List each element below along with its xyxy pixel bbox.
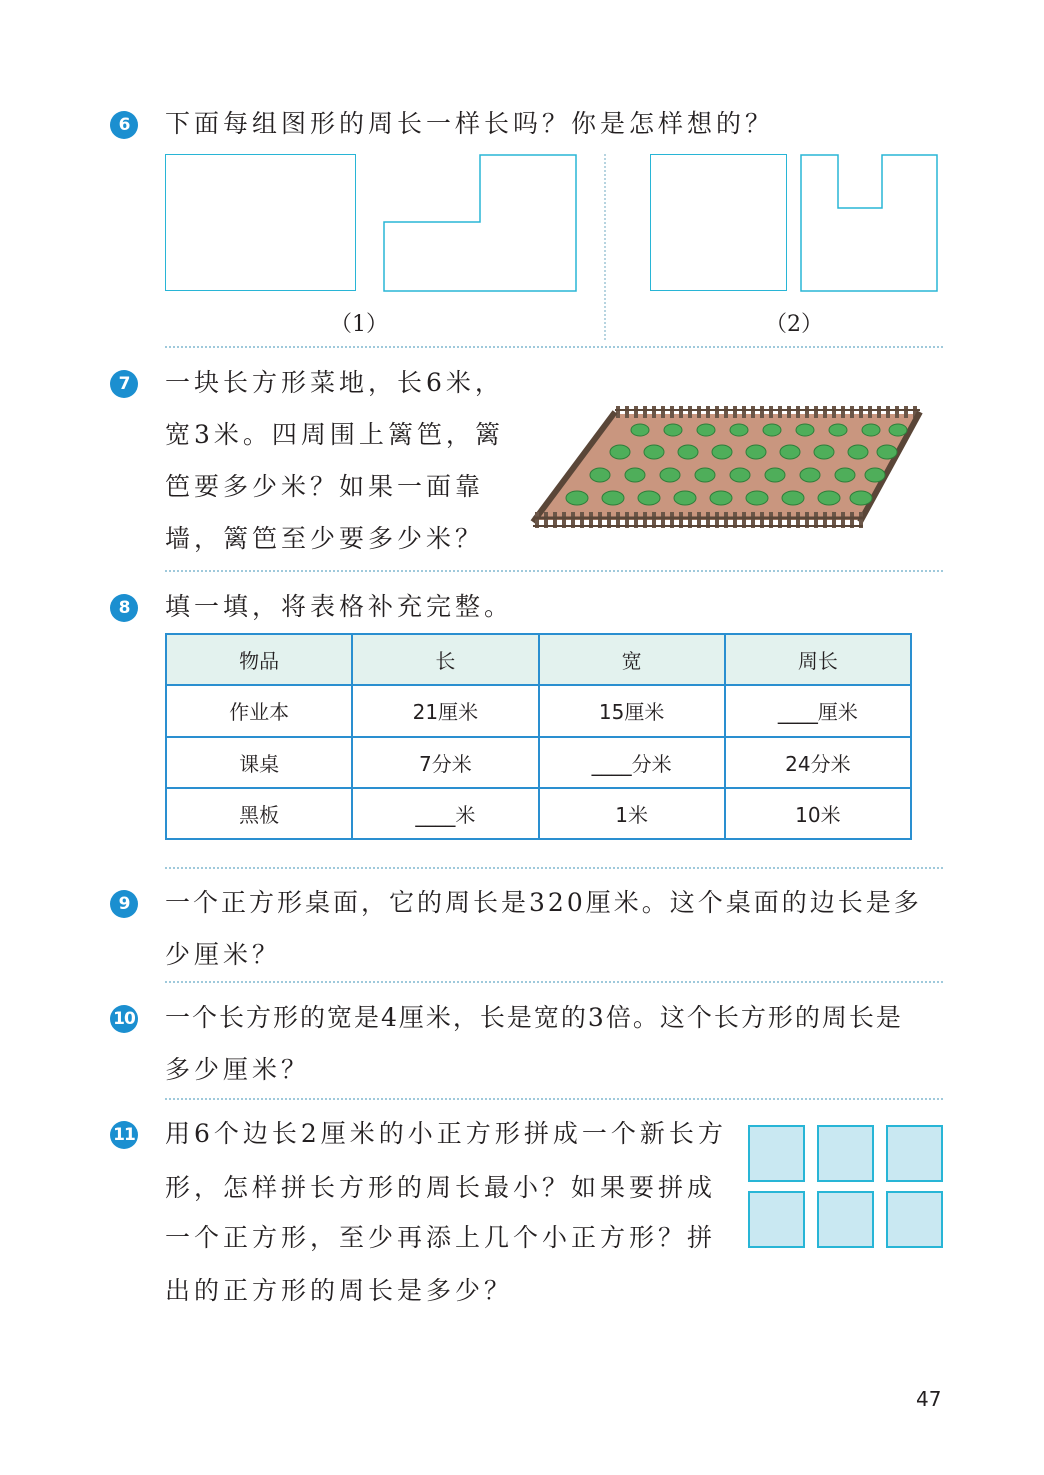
vegetable-garden-illustration [525, 400, 945, 535]
table-row [166, 788, 911, 839]
table-cell-blank[interactable]: ____厘米 [725, 685, 911, 736]
question-8-badge: 8 [110, 594, 138, 622]
q11-line: 出的正方形的周长是多少？ [165, 1276, 514, 1305]
q10-line: 一个长方形的宽是4厘米，长是宽的3倍。这个长方形的周长是 [165, 1003, 903, 1032]
small-square [748, 1125, 805, 1182]
q6-caption-2: （2） [765, 312, 823, 337]
table-header-row [166, 634, 911, 685]
table-cell: 21厘米 [352, 685, 538, 736]
table-header: 宽 [539, 634, 725, 685]
separator-1 [165, 346, 943, 348]
q6-group1-step-shape [383, 154, 577, 292]
q7-line: 一块长方形菜地，长6米， [165, 368, 504, 397]
q10-line: 多少厘米？ [165, 1055, 311, 1084]
table-cell: 24分米 [725, 737, 911, 788]
q6-group2-notched-shape [800, 154, 938, 292]
separator-3 [165, 867, 943, 869]
question-10-badge: 10 [110, 1005, 138, 1033]
small-square [886, 1191, 943, 1248]
small-square [817, 1191, 874, 1248]
table-header: 长 [352, 634, 538, 685]
table-cell-blank[interactable]: ____米 [352, 788, 538, 839]
small-square [886, 1125, 943, 1182]
q11-line: 形，怎样拼长方形的周长最小？如果要拼成 [165, 1173, 717, 1202]
q6-caption-1: （1） [330, 312, 388, 337]
fill-in-table [165, 633, 912, 840]
table-cell: 1米 [539, 788, 725, 839]
q7-line: 笆要多少米？如果一面靠 [165, 472, 485, 501]
q6-group-divider [604, 154, 606, 340]
table-cell: 7分米 [352, 737, 538, 788]
question-9-badge: 9 [110, 890, 138, 918]
question-6-badge: 6 [110, 111, 138, 139]
separator-5 [165, 1098, 943, 1100]
table-header: 周长 [725, 634, 911, 685]
q6-group2-rectangle [650, 154, 787, 291]
small-square [817, 1125, 874, 1182]
page-number: 47 [916, 1387, 942, 1411]
question-8-text: 填一填，将表格补充完整。 [165, 592, 514, 621]
separator-2 [165, 570, 943, 572]
table-cell: 课桌 [166, 737, 352, 788]
question-6-text: 下面每组图形的周长一样长吗？你是怎样想的？ [165, 109, 775, 138]
table-header: 物品 [166, 634, 352, 685]
table-cell: 黑板 [166, 788, 352, 839]
q7-line: 宽3米。四周围上篱笆，篱 [165, 420, 504, 449]
question-11-badge: 11 [110, 1121, 138, 1149]
table-cell: 10米 [725, 788, 911, 839]
table-cell: 作业本 [166, 685, 352, 736]
table-cell-blank[interactable]: ____分米 [539, 737, 725, 788]
table-row [166, 737, 911, 788]
separator-4 [165, 981, 943, 983]
q7-line: 墙，篱笆至少要多少米？ [165, 524, 485, 553]
q9-line: 少厘米？ [165, 940, 282, 969]
table-row [166, 685, 911, 736]
q6-group1-rectangle [165, 154, 356, 291]
question-7-badge: 7 [110, 370, 138, 398]
q9-line: 一个正方形桌面，它的周长是320厘米。这个桌面的边长是多 [165, 888, 922, 917]
small-square [748, 1191, 805, 1248]
q11-line: 用6个边长2厘米的小正方形拼成一个新长方 [165, 1119, 727, 1148]
table-cell: 15厘米 [539, 685, 725, 736]
q11-line: 一个正方形，至少再添上几个小正方形？拼 [165, 1223, 717, 1252]
